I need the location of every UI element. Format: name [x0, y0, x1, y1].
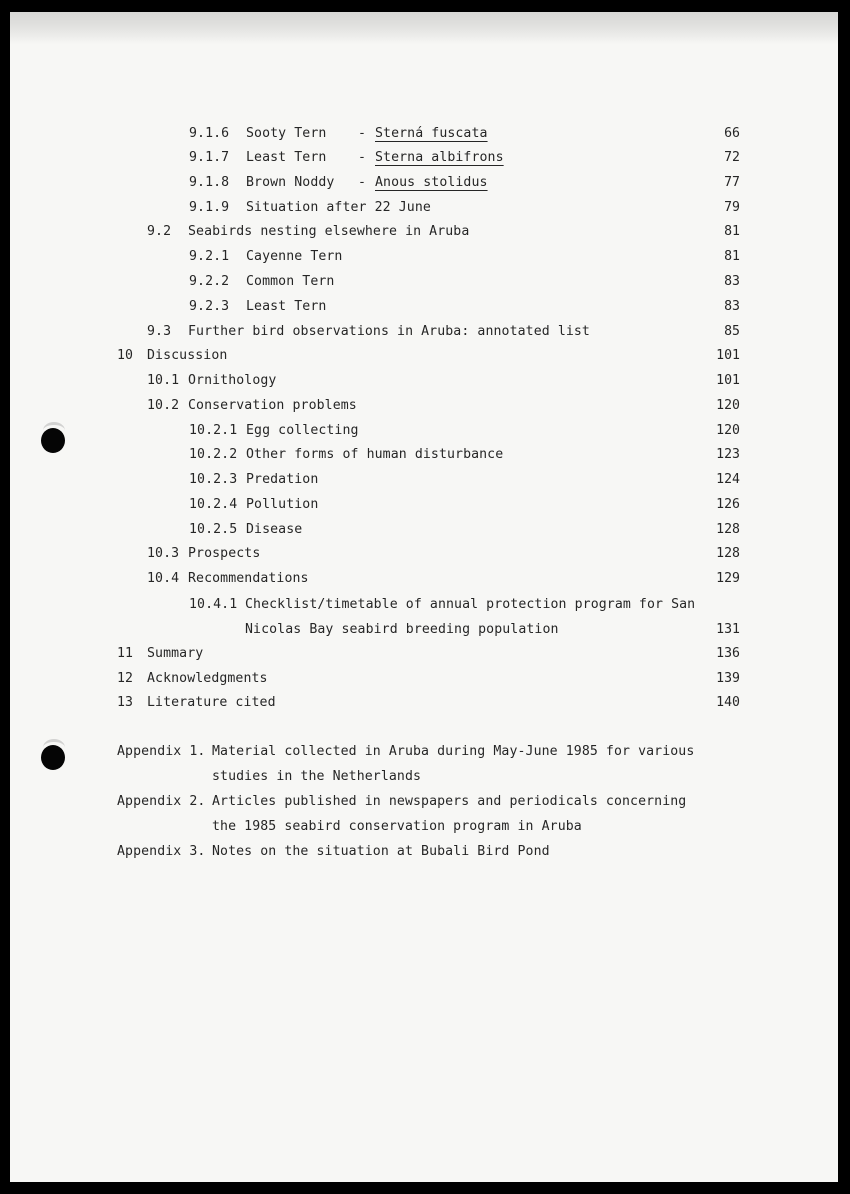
- toc-page: 124: [716, 472, 740, 487]
- toc-number: 10.3: [147, 546, 180, 561]
- toc-number: 10.2.5: [189, 522, 238, 537]
- toc-title: Sooty Tern: [246, 126, 327, 141]
- toc-page: 120: [716, 423, 740, 438]
- toc-dash: -: [358, 126, 367, 141]
- species-name: Sterna albifrons: [375, 150, 504, 165]
- toc-number: 10: [117, 348, 134, 363]
- toc-number: 9.2.3: [189, 299, 230, 314]
- toc-title: Acknowledgments: [147, 671, 268, 686]
- toc-page: 101: [716, 373, 740, 388]
- appendix-text: Articles published in newspapers and periodicals concerning: [212, 794, 687, 809]
- toc-title: Egg collecting: [246, 423, 359, 438]
- document-page: [10, 12, 838, 1182]
- toc-page: 126: [716, 497, 740, 512]
- toc-number: 10.2: [147, 398, 180, 413]
- toc-page: 77: [724, 175, 740, 190]
- toc-title: Least Tern: [246, 299, 327, 314]
- toc-title: Further bird observations in Aruba: annotated list: [188, 324, 590, 339]
- toc-page: 81: [724, 249, 740, 264]
- toc-number: 13: [117, 695, 134, 710]
- appendix-text-continuation: studies in the Netherlands: [212, 769, 422, 784]
- punch-hole-icon: [41, 745, 65, 770]
- appendix-text: Material collected in Aruba during May-June 1985 for various: [212, 744, 695, 759]
- toc-title: Common Tern: [246, 274, 335, 289]
- toc-page: 139: [716, 671, 740, 686]
- toc-title: Literature cited: [147, 695, 276, 710]
- toc-number: 9.2.1: [189, 249, 230, 264]
- punch-hole-icon: [41, 428, 65, 453]
- toc-title: Conservation problems: [188, 398, 357, 413]
- toc-page: 131: [716, 622, 740, 637]
- toc-page: 140: [716, 695, 740, 710]
- toc-title: Least Tern: [246, 150, 327, 165]
- appendix-label: Appendix 2.: [117, 794, 206, 809]
- toc-title: Ornithology: [188, 373, 277, 388]
- toc-title: Summary: [147, 646, 204, 661]
- toc-title: Checklist/timetable of annual protection program for San: [245, 597, 696, 612]
- species-name: Anous stolidus: [375, 175, 488, 190]
- appendix-label: Appendix 3.: [117, 844, 206, 859]
- appendix-label: Appendix 1.: [117, 744, 206, 759]
- appendix-text: Notes on the situation at Bubali Bird Pond: [212, 844, 550, 859]
- scan-shadow: [10, 12, 838, 44]
- toc-number: 9.1.7: [189, 150, 230, 165]
- toc-page: 66: [724, 126, 740, 141]
- toc-number: 10.2.1: [189, 423, 238, 438]
- toc-title: Brown Noddy: [246, 175, 335, 190]
- toc-number: 10.4: [147, 571, 180, 586]
- toc-page: 83: [724, 274, 740, 289]
- toc-number: 10.2.2: [189, 447, 238, 462]
- toc-number: 9.1.8: [189, 175, 230, 190]
- toc-number: 9.1.9: [189, 200, 230, 215]
- toc-title: Prospects: [188, 546, 261, 561]
- toc-number: 10.1: [147, 373, 180, 388]
- toc-page: 136: [716, 646, 740, 661]
- toc-page: 72: [724, 150, 740, 165]
- toc-page: 128: [716, 522, 740, 537]
- toc-title-continuation: Nicolas Bay seabird breeding population: [245, 622, 559, 637]
- toc-title: Predation: [246, 472, 319, 487]
- toc-number: 9.1.6: [189, 126, 230, 141]
- toc-page: 129: [716, 571, 740, 586]
- appendix-text-continuation: the 1985 seabird conservation program in Aruba: [212, 819, 582, 834]
- toc-title: Cayenne Tern: [246, 249, 343, 264]
- toc-number: 9.2.2: [189, 274, 230, 289]
- toc-title: Pollution: [246, 497, 319, 512]
- toc-number: 10.2.4: [189, 497, 238, 512]
- toc-title: Situation after 22 June: [246, 200, 431, 215]
- toc-page: 120: [716, 398, 740, 413]
- toc-title: Seabirds nesting elsewhere in Aruba: [188, 224, 470, 239]
- toc-number: 11: [117, 646, 134, 661]
- toc-dash: -: [358, 175, 367, 190]
- toc-page: 101: [716, 348, 740, 363]
- species-name: Sterná fuscata: [375, 126, 488, 141]
- toc-number: 12: [117, 671, 134, 686]
- toc-title: Recommendations: [188, 571, 309, 586]
- toc-dash: -: [358, 150, 367, 165]
- toc-number: 10.4.1: [189, 597, 238, 612]
- toc-page: 83: [724, 299, 740, 314]
- toc-page: 85: [724, 324, 740, 339]
- toc-title: Other forms of human disturbance: [246, 447, 504, 462]
- toc-number: 10.2.3: [189, 472, 238, 487]
- toc-page: 81: [724, 224, 740, 239]
- toc-title: Disease: [246, 522, 303, 537]
- toc-title: Discussion: [147, 348, 228, 363]
- toc-page: 79: [724, 200, 740, 215]
- toc-number: 9.2: [147, 224, 172, 239]
- toc-number: 9.3: [147, 324, 172, 339]
- toc-page: 123: [716, 447, 740, 462]
- toc-page: 128: [716, 546, 740, 561]
